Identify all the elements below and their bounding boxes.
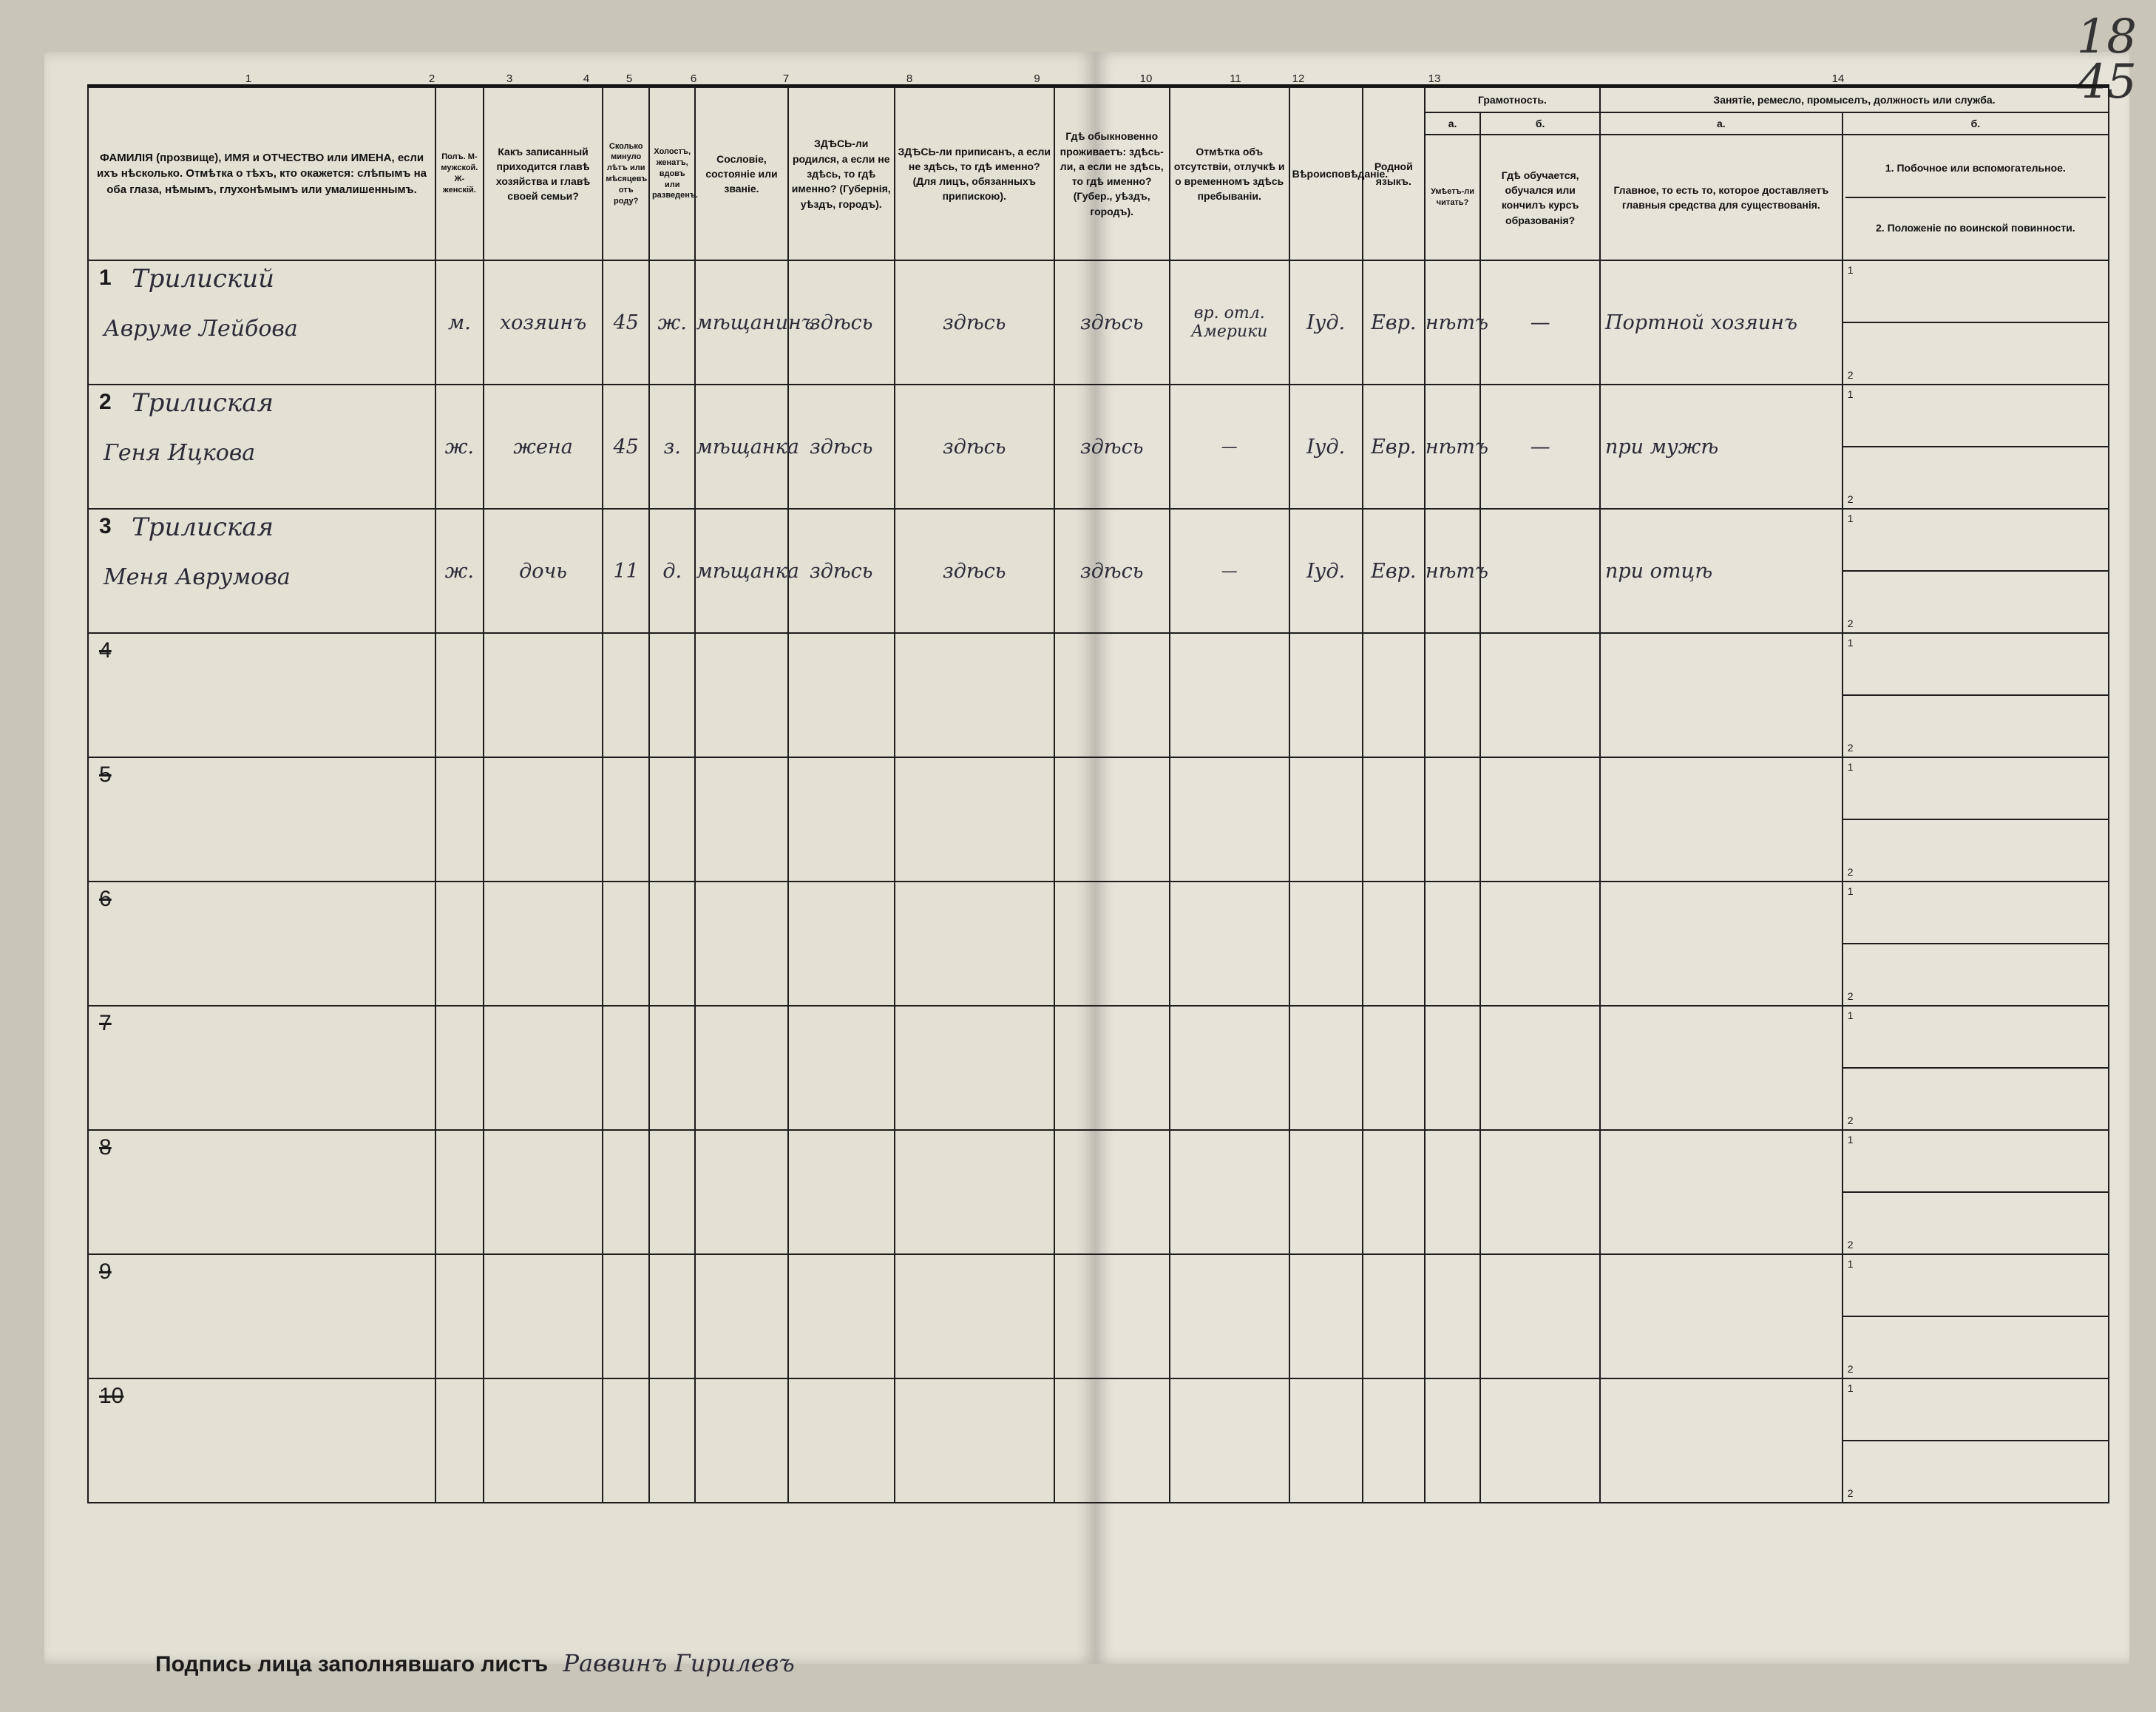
header-education: Гдѣ обучается, обучался или кончилъ курсъ образованія? xyxy=(1480,135,1600,260)
school-cell xyxy=(1480,633,1600,757)
header-estate: Сословіе, состояніе или званіе. xyxy=(695,87,787,260)
estate-cell xyxy=(695,757,787,882)
relation-cell xyxy=(484,633,603,757)
col-number-13a xyxy=(1327,74,1379,84)
header-name: ФАМИЛІЯ (прозвище), ИМЯ и ОТЧЕСТВО или ИМЕНА, если ихъ нѣсколько. Отмѣтка о тѣхъ, кто окажется: слѣпымъ на оба глаза, нѣмымъ, глухонѣмымъ или умалишеннымъ. xyxy=(88,87,435,260)
marital-cell xyxy=(649,1378,696,1503)
col-number: 10 xyxy=(1139,72,1153,85)
military-slot xyxy=(1843,1317,2108,1378)
registered-cell xyxy=(895,633,1054,757)
side-occupation-slot xyxy=(1843,261,2108,323)
military-slot xyxy=(1843,696,2108,757)
language-cell xyxy=(1363,1130,1425,1254)
birthplace-cell xyxy=(788,1254,895,1378)
header-can-read: Умѣетъ-ли читать? xyxy=(1425,135,1480,260)
age-cell: 45 xyxy=(603,385,649,509)
col-number: 4 xyxy=(583,72,590,85)
relation-cell: хозяинъ xyxy=(484,260,603,385)
military-slot xyxy=(1843,323,2108,384)
age-cell xyxy=(603,633,649,757)
reads-cell xyxy=(1425,757,1480,882)
header-absence: Отмѣтка объ отсутствіи, отлучкѣ и о временномъ здѣсь пребываніи. xyxy=(1170,87,1289,260)
header-literacy-a-letter: а. xyxy=(1425,112,1480,135)
row-number: 7 xyxy=(99,1011,112,1036)
sex-cell xyxy=(435,1378,484,1503)
reads-cell: нѣтъ xyxy=(1425,509,1480,633)
residence-cell: здѣсь xyxy=(1054,260,1170,385)
religion-cell: Іуд. xyxy=(1289,509,1363,633)
age-cell xyxy=(603,1254,649,1378)
occupation-cell xyxy=(1600,1378,1843,1503)
relation-cell xyxy=(484,1130,603,1254)
header-relation: Какъ записанный приходится главѣ хозяйства и главѣ своей семьи? xyxy=(484,87,603,260)
school-cell xyxy=(1480,757,1600,882)
religion-cell: Іуд. xyxy=(1289,385,1363,509)
row-number: 8 xyxy=(99,1135,112,1160)
table-row xyxy=(88,882,2109,1006)
table-row xyxy=(88,633,2109,757)
slot-number: 2 xyxy=(1847,493,1854,506)
language-cell xyxy=(1363,633,1425,757)
marital-cell xyxy=(649,882,696,1006)
slot-number: 2 xyxy=(1847,1114,1854,1127)
sex-cell xyxy=(435,1006,484,1130)
sex-cell xyxy=(435,1254,484,1378)
occupation-cell: при отцѣ xyxy=(1600,509,1843,633)
reads-cell xyxy=(1425,882,1480,1006)
absence-cell: вр. отл. Америки xyxy=(1170,260,1289,385)
signature-line xyxy=(155,1649,795,1677)
table-row xyxy=(88,1254,2109,1378)
residence-cell xyxy=(1054,1254,1170,1378)
surname-text: Трилиский xyxy=(132,264,275,294)
col-number-14a xyxy=(1490,74,1715,84)
table-row xyxy=(88,260,2109,385)
residence-cell xyxy=(1054,882,1170,1006)
header-religion: Вѣроисповѣданіе. xyxy=(1289,87,1363,260)
col-number: 11 xyxy=(1230,72,1241,85)
religion-cell xyxy=(1289,1006,1363,1130)
religion-cell: Іуд. xyxy=(1289,260,1363,385)
header-occupation: Занятіе, ремесло, промыселъ, должность или служба. xyxy=(1600,87,2109,112)
age-cell xyxy=(603,1378,649,1503)
header-marital: Холостъ, женатъ, вдовъ или разведенъ. xyxy=(649,87,696,260)
census-form xyxy=(87,74,2109,1503)
estate-cell xyxy=(695,882,787,1006)
slot-number: 2 xyxy=(1847,866,1854,879)
marital-cell xyxy=(649,1254,696,1378)
col-number: 12 xyxy=(1292,72,1305,85)
birthplace-cell: здѣсь xyxy=(788,509,895,633)
residence-cell xyxy=(1054,633,1170,757)
name-cell xyxy=(88,633,435,757)
occupation-cell: Портной хозяинъ xyxy=(1600,260,1843,385)
age-cell xyxy=(603,1130,649,1254)
side-occupation-slot xyxy=(1843,1131,2108,1193)
residence-cell xyxy=(1054,1130,1170,1254)
absence-cell xyxy=(1170,1254,1289,1378)
age-cell: 11 xyxy=(603,509,649,633)
table-row xyxy=(88,385,2109,509)
occupation-cell xyxy=(1600,882,1843,1006)
col-number: 6 xyxy=(690,72,697,85)
marital-cell xyxy=(649,1006,696,1130)
military-slot xyxy=(1843,1441,2108,1502)
military-slot xyxy=(1843,1069,2108,1129)
name-cell xyxy=(88,1378,435,1503)
registered-cell xyxy=(895,757,1054,882)
military-slot xyxy=(1843,944,2108,1005)
secondary-occupation-cell xyxy=(1843,1006,2109,1130)
slot-number: 1 xyxy=(1847,637,1854,649)
birthplace-cell xyxy=(788,633,895,757)
relation-cell: жена xyxy=(484,385,603,509)
archive-page-mark: 45 xyxy=(2076,54,2137,109)
military-slot xyxy=(1843,572,2108,632)
table-row xyxy=(88,509,2109,633)
table-row xyxy=(88,1006,2109,1130)
birthplace-cell xyxy=(788,1006,895,1130)
birthplace-cell: здѣсь xyxy=(788,385,895,509)
registered-cell: здѣсь xyxy=(895,509,1054,633)
estate-cell: мѣщанинъ xyxy=(695,260,787,385)
reads-cell xyxy=(1425,1254,1480,1378)
school-cell xyxy=(1480,1254,1600,1378)
estate-cell xyxy=(695,1006,787,1130)
secondary-occupation-cell xyxy=(1843,385,2109,509)
header-literacy: Грамотность. xyxy=(1425,87,1600,112)
language-cell xyxy=(1363,1378,1425,1503)
slot-number: 1 xyxy=(1847,512,1854,525)
occupation-cell xyxy=(1600,1130,1843,1254)
header-occupation-a-letter: а. xyxy=(1600,112,1843,135)
slot-number: 2 xyxy=(1847,742,1854,754)
side-occupation-slot xyxy=(1843,510,2108,572)
registered-cell xyxy=(895,882,1054,1006)
absence-cell xyxy=(1170,633,1289,757)
header-military: 2. Положеніе по воинской повинности. xyxy=(1876,221,2075,234)
relation-cell xyxy=(484,882,603,1006)
birthplace-cell xyxy=(788,757,895,882)
side-occupation-slot xyxy=(1843,758,2108,820)
sex-cell: м. xyxy=(435,260,484,385)
reads-cell xyxy=(1425,633,1480,757)
absence-cell xyxy=(1170,1130,1289,1254)
slot-number: 1 xyxy=(1847,1258,1854,1271)
header-language: Родной языкъ. xyxy=(1363,87,1425,260)
absence-cell xyxy=(1170,1378,1289,1503)
row-number: 4 xyxy=(99,638,112,663)
military-slot xyxy=(1843,820,2108,881)
relation-cell xyxy=(484,757,603,882)
religion-cell xyxy=(1289,757,1363,882)
name-cell xyxy=(88,757,435,882)
given-name-text: Авруме Лейбова xyxy=(104,316,298,342)
age-cell xyxy=(603,757,649,882)
slot-number: 1 xyxy=(1847,264,1854,277)
relation-cell xyxy=(484,1254,603,1378)
given-name-text: Геня Ицкова xyxy=(104,440,256,467)
name-cell xyxy=(88,509,435,633)
marital-cell xyxy=(649,633,696,757)
registered-cell: здѣсь xyxy=(895,260,1054,385)
table-row xyxy=(88,757,2109,882)
secondary-occupation-cell xyxy=(1843,509,2109,633)
col-number: 5 xyxy=(626,72,633,85)
header-secondary xyxy=(1843,135,2109,260)
row-number: 5 xyxy=(99,762,112,788)
table-row xyxy=(88,1378,2109,1503)
marital-cell: ж. xyxy=(649,260,696,385)
reads-cell xyxy=(1425,1006,1480,1130)
slot-number: 1 xyxy=(1847,1134,1854,1146)
occupation-cell xyxy=(1600,757,1843,882)
row-number: 2 xyxy=(99,390,112,415)
header-age: Сколько минуло лѣтъ или мѣсяцевъ отъ роду? xyxy=(603,87,649,260)
surname-text: Трилиская xyxy=(132,512,274,543)
name-cell xyxy=(88,385,435,509)
religion-cell xyxy=(1289,882,1363,1006)
slot-number: 2 xyxy=(1847,369,1854,382)
name-cell xyxy=(88,1006,435,1130)
religion-cell xyxy=(1289,1378,1363,1503)
language-cell: Евр. xyxy=(1363,509,1425,633)
name-cell xyxy=(88,1130,435,1254)
residence-cell xyxy=(1054,1378,1170,1503)
row-number: 6 xyxy=(99,887,112,912)
registered-cell xyxy=(895,1006,1054,1130)
sex-cell xyxy=(435,1130,484,1254)
estate-cell xyxy=(695,1378,787,1503)
col-number: 3 xyxy=(506,72,513,85)
signature-label: Подпись лица заполнявшаго листъ xyxy=(155,1652,549,1677)
secondary-occupation-cell xyxy=(1843,757,2109,882)
relation-cell xyxy=(484,1006,603,1130)
language-cell: Евр. xyxy=(1363,385,1425,509)
registered-cell xyxy=(895,1378,1054,1503)
col-number: 7 xyxy=(782,72,790,85)
sex-cell: ж. xyxy=(435,385,484,509)
absence-cell xyxy=(1170,1006,1289,1130)
slot-number: 1 xyxy=(1847,1009,1854,1022)
slot-number: 1 xyxy=(1847,885,1854,898)
header-residence: Гдѣ обыкновенно проживаетъ: здѣсь-ли, а если не здѣсь, то гдѣ именно? (Губер., уѣздъ, городъ). xyxy=(1054,87,1170,260)
col-number: 8 xyxy=(906,72,913,85)
slot-number: 1 xyxy=(1847,388,1854,401)
residence-cell: здѣсь xyxy=(1054,385,1170,509)
secondary-occupation-cell xyxy=(1843,1130,2109,1254)
sex-cell xyxy=(435,757,484,882)
registered-cell xyxy=(895,1130,1054,1254)
school-cell xyxy=(1480,1006,1600,1130)
language-cell xyxy=(1363,757,1425,882)
col-number: 2 xyxy=(428,72,435,85)
reads-cell xyxy=(1425,1130,1480,1254)
secondary-occupation-cell xyxy=(1843,882,2109,1006)
reads-cell: нѣтъ xyxy=(1425,385,1480,509)
language-cell xyxy=(1363,1254,1425,1378)
religion-cell xyxy=(1289,633,1363,757)
name-cell xyxy=(88,882,435,1006)
census-table xyxy=(87,87,2109,1503)
religion-cell xyxy=(1289,1130,1363,1254)
school-cell xyxy=(1480,1130,1600,1254)
absence-cell xyxy=(1170,757,1289,882)
military-slot xyxy=(1843,447,2108,508)
col-number: 1 xyxy=(245,72,252,85)
table-row xyxy=(88,1130,2109,1254)
relation-cell: дочь xyxy=(484,509,603,633)
slot-number: 2 xyxy=(1847,1239,1854,1251)
estate-cell xyxy=(695,1254,787,1378)
birthplace-cell xyxy=(788,1378,895,1503)
language-cell xyxy=(1363,1006,1425,1130)
registered-cell: здѣсь xyxy=(895,385,1054,509)
absence-cell: — xyxy=(1170,385,1289,509)
estate-cell: мѣщанка xyxy=(695,385,787,509)
reads-cell: нѣтъ xyxy=(1425,260,1480,385)
age-cell xyxy=(603,882,649,1006)
residence-cell xyxy=(1054,1006,1170,1130)
religion-cell xyxy=(1289,1254,1363,1378)
col-number: 9 xyxy=(1034,72,1040,85)
col-number: 14 xyxy=(1831,72,1845,85)
age-cell xyxy=(603,1006,649,1130)
marital-cell xyxy=(649,757,696,882)
secondary-occupation-cell xyxy=(1843,1378,2109,1503)
side-occupation-slot xyxy=(1843,385,2108,447)
row-number: 10 xyxy=(99,1384,124,1409)
header-side-occupation: 1. Побочное или вспомогательное. xyxy=(1845,138,2106,198)
school-cell: — xyxy=(1480,260,1600,385)
estate-cell xyxy=(695,633,787,757)
secondary-occupation-cell xyxy=(1843,633,2109,757)
header-literacy-b-letter: б. xyxy=(1480,112,1600,135)
birthplace-cell xyxy=(788,882,895,1006)
row-number: 1 xyxy=(99,265,112,291)
school-cell: — xyxy=(1480,385,1600,509)
relation-cell xyxy=(484,1378,603,1503)
residence-cell: здѣсь xyxy=(1054,509,1170,633)
marital-cell: з. xyxy=(649,385,696,509)
birthplace-cell xyxy=(788,1130,895,1254)
slot-number: 2 xyxy=(1847,1487,1854,1500)
header-main-occupation: Главное, то есть то, которое доставляетъ главныя средства для существованія. xyxy=(1600,135,1843,260)
slot-number: 2 xyxy=(1847,990,1854,1003)
sex-cell xyxy=(435,882,484,1006)
side-occupation-slot xyxy=(1843,882,2108,944)
column-numbers-row xyxy=(87,74,2109,87)
age-cell: 45 xyxy=(603,260,649,385)
row-number: 3 xyxy=(99,514,112,539)
language-cell xyxy=(1363,882,1425,1006)
school-cell xyxy=(1480,1378,1600,1503)
given-name-text: Меня Аврумова xyxy=(104,564,291,591)
slot-number: 1 xyxy=(1847,761,1854,774)
sex-cell: ж. xyxy=(435,509,484,633)
sex-cell xyxy=(435,633,484,757)
header-registered: ЗДѢСЬ-ли приписанъ, а если не здѣсь, то гдѣ именно? (Для лицъ, обязанныхъ припискою). xyxy=(895,87,1054,260)
absence-cell: — xyxy=(1170,509,1289,633)
name-cell xyxy=(88,260,435,385)
slot-number: 2 xyxy=(1847,618,1854,630)
side-occupation-slot xyxy=(1843,634,2108,696)
school-cell xyxy=(1480,882,1600,1006)
language-cell: Евр. xyxy=(1363,260,1425,385)
occupation-cell xyxy=(1600,1254,1843,1378)
marital-cell: д. xyxy=(649,509,696,633)
surname-text: Трилиская xyxy=(132,388,274,419)
occupation-cell xyxy=(1600,633,1843,757)
side-occupation-slot xyxy=(1843,1006,2108,1069)
header-birthplace: ЗДѢСЬ-ли родился, а если не здѣсь, то гдѣ именно? (Губернія, уѣздъ, городъ). xyxy=(788,87,895,260)
occupation-cell: при мужѣ xyxy=(1600,385,1843,509)
estate-cell: мѣщанка xyxy=(695,509,787,633)
name-cell xyxy=(88,1254,435,1378)
reads-cell xyxy=(1425,1378,1480,1503)
estate-cell xyxy=(695,1130,787,1254)
occupation-cell xyxy=(1600,1006,1843,1130)
school-cell xyxy=(1480,509,1600,633)
col-number: 13 xyxy=(1428,72,1441,85)
registered-cell xyxy=(895,1254,1054,1378)
secondary-occupation-cell xyxy=(1843,1254,2109,1378)
absence-cell xyxy=(1170,882,1289,1006)
side-occupation-slot xyxy=(1843,1379,2108,1441)
residence-cell xyxy=(1054,757,1170,882)
row-number: 9 xyxy=(99,1259,112,1285)
slot-number: 2 xyxy=(1847,1363,1854,1376)
military-slot xyxy=(1843,1193,2108,1253)
header-occupation-b-letter: б. xyxy=(1843,112,2109,135)
signature-value: Раввинъ Гирилевъ xyxy=(563,1649,795,1677)
marital-cell xyxy=(649,1130,696,1254)
birthplace-cell: здѣсь xyxy=(788,260,895,385)
side-occupation-slot xyxy=(1843,1255,2108,1317)
header-sex: Полъ. М-мужской. Ж-женскій. xyxy=(435,87,484,260)
secondary-occupation-cell xyxy=(1843,260,2109,385)
archive-folio-mark: 18 xyxy=(2076,10,2137,64)
slot-number: 1 xyxy=(1847,1382,1854,1395)
